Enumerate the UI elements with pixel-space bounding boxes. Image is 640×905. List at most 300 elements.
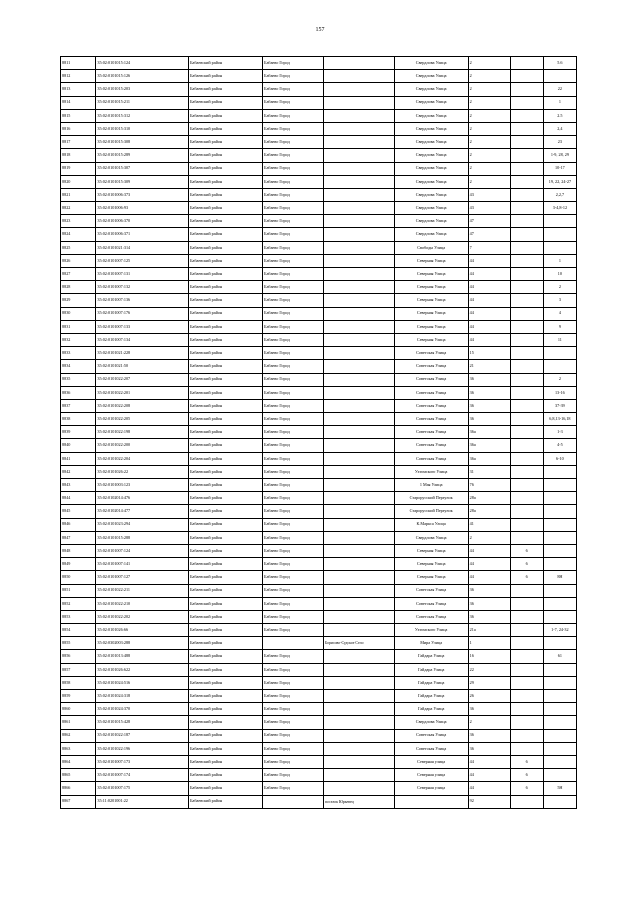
cadastral-number-cell: 35:02:0101006:370 (96, 215, 189, 228)
table-row (61, 373, 577, 386)
street-cell: Северная Улица (394, 320, 468, 333)
house-cell: 2 (468, 136, 510, 149)
street-cell: Советская Улица (394, 373, 468, 386)
building-cell: 6 (510, 558, 543, 571)
building-cell (510, 373, 543, 386)
apartment-cell (543, 584, 576, 597)
street-cell: Советская Улица (394, 360, 468, 373)
district-cell: Бабаевский район (189, 149, 263, 162)
district-cell: Бабаевский район (189, 136, 263, 149)
street-cell: Гайдара Улица (394, 676, 468, 689)
table-row (61, 795, 577, 808)
cadastral-number-cell: 35:02:0101015:309 (96, 175, 189, 188)
city-cell: Бабаево Город (263, 690, 324, 703)
building-cell (510, 663, 543, 676)
table-row (61, 347, 577, 360)
apartment-cell (543, 544, 576, 557)
street-cell: Советская Улица (394, 439, 468, 452)
city-cell: Бабаево Город (263, 307, 324, 320)
cadastral-number-cell: 35:02:0101022:207 (96, 373, 189, 386)
house-cell: 21а (468, 624, 510, 637)
street-cell: Старорусский Переулок (394, 505, 468, 518)
settlement-cell (323, 716, 394, 729)
city-cell: Бабаево Город (263, 742, 324, 755)
house-cell: 47 (468, 228, 510, 241)
cadastral-number-cell: 35:02:0101021:228 (96, 347, 189, 360)
house-cell: 41 (468, 518, 510, 531)
building-cell (510, 676, 543, 689)
city-cell: Бабаево Город (263, 215, 324, 228)
city-cell: Бабаево Город (263, 439, 324, 452)
street-cell: Свердлова Улица (394, 175, 468, 188)
settlement-cell: поселок Юрьевец (323, 795, 394, 808)
street-cell (394, 795, 468, 808)
row-number-cell: 8854 (61, 624, 96, 637)
district-cell: Бабаевский район (189, 373, 263, 386)
page-number: 157 (315, 27, 325, 33)
district-cell: Бабаевский район (189, 188, 263, 201)
cadastral-number-cell: 35:02:0101024:370 (96, 703, 189, 716)
city-cell: Бабаево Город (263, 518, 324, 531)
district-cell: Бабаевский район (189, 175, 263, 188)
building-cell: 6 (510, 544, 543, 557)
settlement-cell (323, 544, 394, 557)
cadastral-number-cell: 35:02:0101015:310 (96, 122, 189, 135)
city-cell: Бабаево Город (263, 624, 324, 637)
street-cell: Свердлова Улица (394, 57, 468, 70)
street-cell: Советская Улица (394, 597, 468, 610)
street-cell: Свободы Улица (394, 241, 468, 254)
house-cell: 44 (468, 755, 510, 768)
row-number-cell: 8820 (61, 175, 96, 188)
cadastral-number-cell: 35:02:0101015:308 (96, 136, 189, 149)
cadastral-number-cell: 35:02:0101026:22 (96, 465, 189, 478)
building-cell (510, 399, 543, 412)
city-cell: Бабаево Город (263, 228, 324, 241)
apartment-cell: 3-4,8-12 (543, 202, 576, 215)
table-row (61, 703, 577, 716)
row-number-cell: 8833 (61, 347, 96, 360)
district-cell: Бабаевский район (189, 676, 263, 689)
city-cell: Бабаево Город (263, 162, 324, 175)
city-cell: Бабаево Город (263, 452, 324, 465)
building-cell: 6 (510, 571, 543, 584)
house-cell: 2 (468, 162, 510, 175)
apartment-cell: 11 (543, 333, 576, 346)
district-cell: Бабаевский район (189, 795, 263, 808)
row-number-cell: 8817 (61, 136, 96, 149)
city-cell: Бабаево Город (263, 109, 324, 122)
table-row (61, 162, 577, 175)
street-cell: Советская Улица (394, 729, 468, 742)
cadastral-number-cell: 35:02:0101015:307 (96, 162, 189, 175)
building-cell (510, 505, 543, 518)
house-cell: 2 (468, 149, 510, 162)
city-cell: Бабаево Город (263, 96, 324, 109)
city-cell: Бабаево Город (263, 531, 324, 544)
district-cell: Бабаевский район (189, 202, 263, 215)
settlement-cell (323, 465, 394, 478)
street-cell: Северная Улица (394, 254, 468, 267)
apartment-cell: 3 (543, 294, 576, 307)
table-row (61, 742, 577, 755)
apartment-cell (543, 360, 576, 373)
row-number-cell: 8846 (61, 518, 96, 531)
house-cell: 28а (468, 492, 510, 505)
table-row (61, 531, 577, 544)
cadastral-number-cell: 35:02:0101015:289 (96, 149, 189, 162)
row-number-cell: 8843 (61, 479, 96, 492)
cadastral-number-cell: 35:02:0101022:196 (96, 742, 189, 755)
settlement-cell (323, 202, 394, 215)
table-row (61, 584, 577, 597)
settlement-cell (323, 373, 394, 386)
city-cell: Бабаево Город (263, 294, 324, 307)
row-number-cell: 8821 (61, 188, 96, 201)
cadastral-number-cell: 35:02:0101022:201 (96, 386, 189, 399)
building-cell (510, 531, 543, 544)
street-cell: Свердлова Улица (394, 228, 468, 241)
district-cell: Бабаевский район (189, 531, 263, 544)
cadastral-number-cell: 35:02:0101022:208 (96, 399, 189, 412)
apartment-cell (543, 610, 576, 623)
apartment-cell: 2 (543, 281, 576, 294)
cadastral-number-cell: 35:02:0101015:288 (96, 531, 189, 544)
settlement-cell (323, 360, 394, 373)
city-cell (263, 795, 324, 808)
building-cell (510, 465, 543, 478)
settlement-cell (323, 676, 394, 689)
street-cell: Северная Улица (394, 333, 468, 346)
table-row (61, 729, 577, 742)
district-cell: Бабаевский район (189, 70, 263, 83)
building-cell (510, 729, 543, 742)
cadastral-number-cell: 35:02:0101022:202 (96, 610, 189, 623)
house-cell: 2 (468, 716, 510, 729)
district-cell: Бабаевский район (189, 492, 263, 505)
street-cell: Северная Улица (394, 268, 468, 281)
street-cell: Советская Улица (394, 426, 468, 439)
apartment-cell: 37-39 (543, 399, 576, 412)
city-cell: Бабаево Город (263, 136, 324, 149)
cadastral-number-cell: 35:02:0101022:187 (96, 729, 189, 742)
settlement-cell (323, 558, 394, 571)
building-cell (510, 57, 543, 70)
house-cell: 2 (468, 83, 510, 96)
street-cell: Свердлова Улица (394, 83, 468, 96)
row-number-cell: 8865 (61, 769, 96, 782)
settlement-cell (323, 399, 394, 412)
table-row (61, 399, 577, 412)
city-cell: Бабаево Город (263, 175, 324, 188)
city-cell: Бабаево Город (263, 268, 324, 281)
table-row (61, 426, 577, 439)
street-cell: Советская Улица (394, 742, 468, 755)
apartment-cell (543, 716, 576, 729)
city-cell: Бабаево Город (263, 413, 324, 426)
table-row (61, 122, 577, 135)
cadastral-number-cell: 35:02:0101007:133 (96, 320, 189, 333)
building-cell (510, 175, 543, 188)
apartment-cell (543, 228, 576, 241)
row-number-cell: 8822 (61, 202, 96, 215)
city-cell: Бабаево Город (263, 703, 324, 716)
city-cell: Бабаево Город (263, 755, 324, 768)
city-cell: Бабаево Город (263, 241, 324, 254)
building-cell: 6 (510, 782, 543, 795)
cadastral-number-cell: 35:02:0101015:203 (96, 83, 189, 96)
city-cell: Бабаево Город (263, 597, 324, 610)
table-row (61, 254, 577, 267)
street-cell: Свердлова Улица (394, 202, 468, 215)
house-cell: 36 (468, 413, 510, 426)
street-cell: Советская Улица (394, 386, 468, 399)
district-cell: Бабаевский район (189, 782, 263, 795)
district-cell: Бабаевский район (189, 281, 263, 294)
building-cell (510, 386, 543, 399)
street-cell: Свердлова Улица (394, 70, 468, 83)
cadastral-number-cell: 35:02:0101022:211 (96, 584, 189, 597)
table-row (61, 676, 577, 689)
row-number-cell: 8866 (61, 782, 96, 795)
table-row (61, 109, 577, 122)
house-cell: 36 (468, 597, 510, 610)
city-cell: Бабаево Город (263, 70, 324, 83)
district-cell: Бабаевский район (189, 228, 263, 241)
street-cell: Свердлова Улица (394, 149, 468, 162)
building-cell (510, 307, 543, 320)
table-row (61, 465, 577, 478)
street-cell: Свердлова Улица (394, 531, 468, 544)
apartment-cell: 9 (543, 320, 576, 333)
house-cell: 36 (468, 703, 510, 716)
district-cell: Бабаевский район (189, 755, 263, 768)
cadastral-number-cell: 35:02:0101007:125 (96, 254, 189, 267)
district-cell: Бабаевский район (189, 571, 263, 584)
cadastral-number-cell: 35:02:0101007:176 (96, 307, 189, 320)
district-cell: Бабаевский район (189, 518, 263, 531)
cadastral-number-cell: 35:02:0101015:211 (96, 96, 189, 109)
register-body (61, 57, 577, 809)
apartment-cell (543, 70, 576, 83)
cadastral-number-cell: 35:02:0101023:294 (96, 518, 189, 531)
row-number-cell: 8816 (61, 122, 96, 135)
building-cell (510, 637, 543, 650)
row-number-cell: 8859 (61, 690, 96, 703)
street-cell: Ухтомского Улица (394, 624, 468, 637)
apartment-cell: 1-3 (543, 426, 576, 439)
settlement-cell (323, 584, 394, 597)
city-cell: Бабаево Город (263, 57, 324, 70)
table-row (61, 228, 577, 241)
house-cell: 36 (468, 742, 510, 755)
row-number-cell: 8832 (61, 333, 96, 346)
building-cell (510, 109, 543, 122)
district-cell: Бабаевский район (189, 439, 263, 452)
table-row (61, 716, 577, 729)
house-cell: 92 (468, 795, 510, 808)
cadastral-number-cell: 35:02:0101007:124 (96, 544, 189, 557)
settlement-cell (323, 188, 394, 201)
building-cell (510, 70, 543, 83)
row-number-cell: 8842 (61, 465, 96, 478)
district-cell: Бабаевский район (189, 610, 263, 623)
apartment-cell (543, 505, 576, 518)
cadastral-number-cell: 35:02:0101007:141 (96, 558, 189, 571)
house-cell: 36 (468, 729, 510, 742)
street-cell: Мира Улица (394, 637, 468, 650)
house-cell: 36а (468, 439, 510, 452)
settlement-cell (323, 624, 394, 637)
cadastral-number-cell: 35:02:0101007:175 (96, 782, 189, 795)
table-row (61, 479, 577, 492)
apartment-cell: 2,2,7 (543, 188, 576, 201)
district-cell: Бабаевский район (189, 83, 263, 96)
table-row (61, 294, 577, 307)
house-cell: 29 (468, 676, 510, 689)
table-row (61, 202, 577, 215)
city-cell: Бабаево Город (263, 650, 324, 663)
cadastral-number-cell: 35:02:0101007:131 (96, 268, 189, 281)
street-cell: Советская Улица (394, 584, 468, 597)
district-cell: Бабаевский район (189, 479, 263, 492)
settlement-cell (323, 531, 394, 544)
district-cell: Бабаевский район (189, 241, 263, 254)
apartment-cell (543, 729, 576, 742)
city-cell: Бабаево Город (263, 320, 324, 333)
street-cell: Северная Улица (394, 544, 468, 557)
building-cell (510, 268, 543, 281)
city-cell: Бабаево Город (263, 479, 324, 492)
city-cell: Бабаево Город (263, 492, 324, 505)
property-register-table (60, 56, 577, 809)
district-cell: Бабаевский район (189, 690, 263, 703)
apartment-cell: 61 (543, 650, 576, 663)
district-cell: Бабаевский район (189, 703, 263, 716)
building-cell (510, 610, 543, 623)
street-cell: Советская Улица (394, 610, 468, 623)
house-cell: 44 (468, 333, 510, 346)
cadastral-number-cell: 35:02:0101022:204 (96, 452, 189, 465)
settlement-cell (323, 241, 394, 254)
district-cell: Бабаевский район (189, 742, 263, 755)
cadastral-number-cell: 35:02:0101003:123 (96, 479, 189, 492)
table-row (61, 360, 577, 373)
house-cell: 36 (468, 584, 510, 597)
building-cell (510, 795, 543, 808)
building-cell (510, 333, 543, 346)
apartment-cell (543, 241, 576, 254)
settlement-cell (323, 703, 394, 716)
house-cell: 44 (468, 558, 510, 571)
table-row (61, 663, 577, 676)
house-cell: 76 (468, 479, 510, 492)
street-cell: Северная улица (394, 769, 468, 782)
building-cell (510, 439, 543, 452)
table-row (61, 188, 577, 201)
cadastral-number-cell: 35:02:0101015:124 (96, 57, 189, 70)
building-cell (510, 360, 543, 373)
apartment-cell: 1 (543, 254, 576, 267)
settlement-cell (323, 742, 394, 755)
building-cell (510, 479, 543, 492)
street-cell: Гайдара Улица (394, 650, 468, 663)
house-cell: 44 (468, 544, 510, 557)
table-row (61, 149, 577, 162)
district-cell: Бабаевский район (189, 347, 263, 360)
table-row (61, 320, 577, 333)
city-cell: Бабаево Город (263, 281, 324, 294)
building-cell (510, 413, 543, 426)
cadastral-number-cell: 35:02:0101006:371 (96, 228, 189, 241)
cadastral-number-cell: 35:02:0101026:622 (96, 663, 189, 676)
street-cell: Свердлова Улица (394, 188, 468, 201)
cadastral-number-cell: 35:02:0101022:210 (96, 597, 189, 610)
house-cell: 2 (468, 109, 510, 122)
row-number-cell: 8858 (61, 676, 96, 689)
row-number-cell: 8853 (61, 610, 96, 623)
street-cell: Северная Улица (394, 281, 468, 294)
row-number-cell: 8831 (61, 320, 96, 333)
settlement-cell (323, 307, 394, 320)
house-cell: 36 (468, 386, 510, 399)
settlement-cell (323, 83, 394, 96)
building-cell (510, 650, 543, 663)
apartment-cell: 13-16 (543, 386, 576, 399)
row-number-cell: 8850 (61, 571, 96, 584)
row-number-cell: 8839 (61, 426, 96, 439)
cadastral-number-cell: 35:02:0101006:373 (96, 188, 189, 201)
house-cell: 44 (468, 571, 510, 584)
house-cell: 7 (468, 241, 510, 254)
row-number-cell: 8834 (61, 360, 96, 373)
row-number-cell: 8830 (61, 307, 96, 320)
table-row (61, 650, 577, 663)
building-cell (510, 294, 543, 307)
city-cell: Бабаево Город (263, 769, 324, 782)
apartment-cell: 4 (543, 307, 576, 320)
settlement-cell (323, 492, 394, 505)
row-number-cell: 8856 (61, 650, 96, 663)
settlement-cell (323, 149, 394, 162)
table-row (61, 386, 577, 399)
district-cell: Бабаевский район (189, 268, 263, 281)
row-number-cell: 8847 (61, 531, 96, 544)
building-cell (510, 162, 543, 175)
row-number-cell: 8849 (61, 558, 96, 571)
table-row (61, 96, 577, 109)
apartment-cell (543, 492, 576, 505)
cadastral-number-cell: 35:02:0101024:318 (96, 690, 189, 703)
settlement-cell (323, 320, 394, 333)
apartment-cell: 23 (543, 136, 576, 149)
district-cell: Бабаевский район (189, 294, 263, 307)
building-cell (510, 742, 543, 755)
settlement-cell (323, 57, 394, 70)
city-cell: Бабаево Город (263, 202, 324, 215)
apartment-cell: 5.6 (543, 57, 576, 70)
apartment-cell (543, 755, 576, 768)
apartment-cell (543, 531, 576, 544)
house-cell: 43 (468, 188, 510, 201)
district-cell: Бабаевский район (189, 650, 263, 663)
building-cell (510, 426, 543, 439)
row-number-cell: 8811 (61, 57, 96, 70)
city-cell: Бабаево Город (263, 676, 324, 689)
table-row (61, 413, 577, 426)
city-cell: Бабаево Город (263, 584, 324, 597)
district-cell: Бабаевский район (189, 57, 263, 70)
